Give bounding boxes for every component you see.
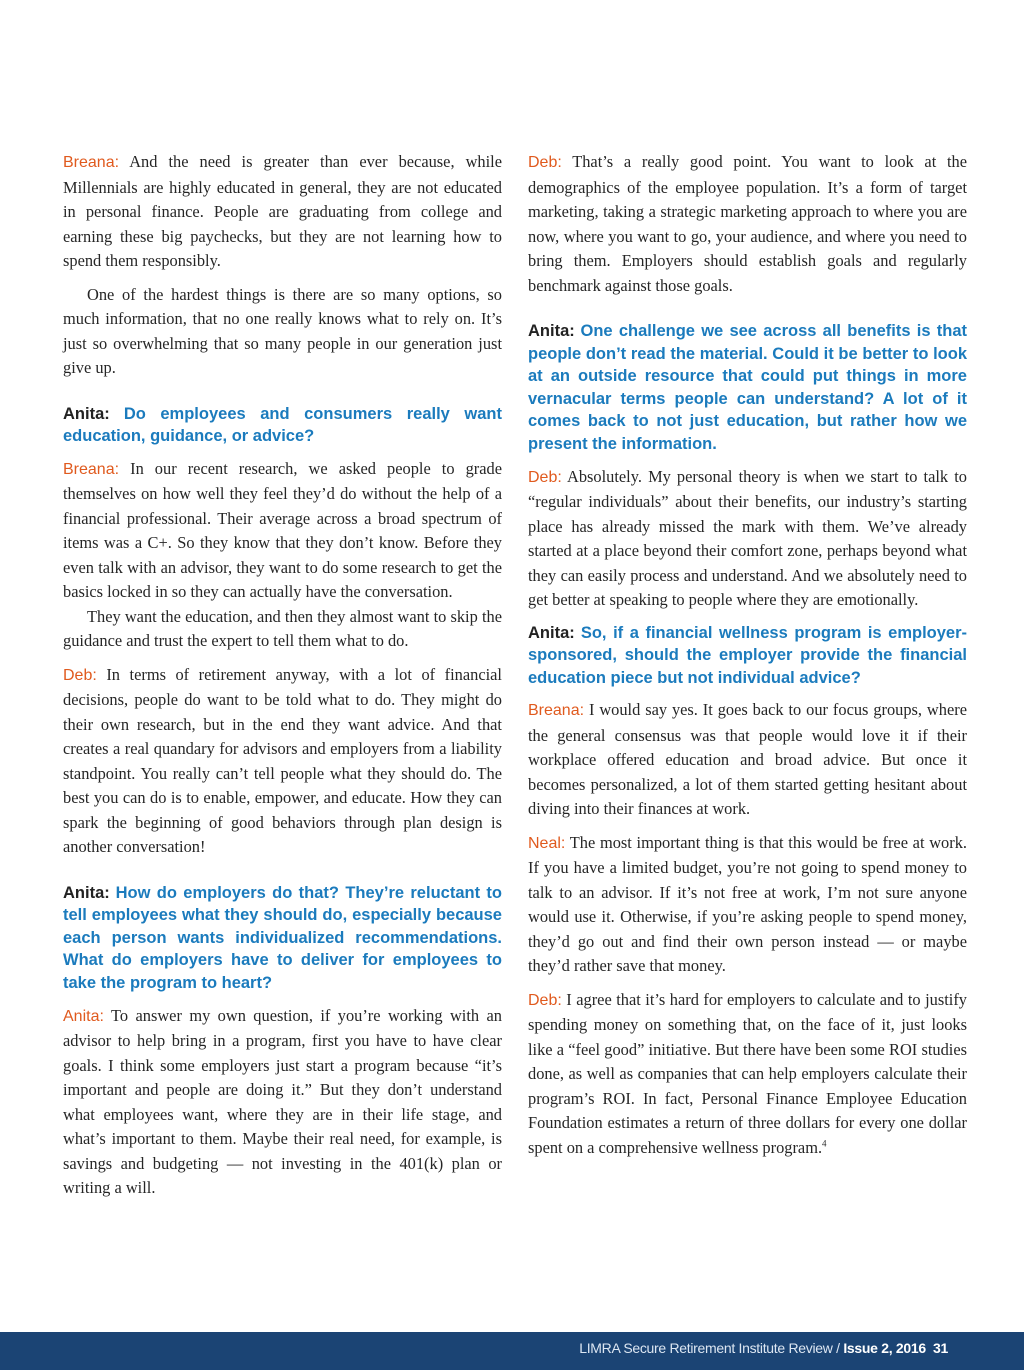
speaker-label: Breana: bbox=[528, 702, 585, 720]
question-text: One challenge we see across all benefits is that people don’t read the material. Could it be better to look at an outside resource that could put things in more vernacular terms people can understand? A lot of it comes back to not just education, but rather how we present the information. bbox=[528, 322, 967, 453]
footer-citation bbox=[579, 1340, 948, 1356]
paragraph-text: The most important thing is that this would be free at work. If you have a limited budget, you’re not going to spend money to talk to an advisor. If it’s not free at work, I’m not sure anyone would use it. Otherwise, if you’re asking people to spend money, they’d go out and find their own person instead — or maybe they’d rather save that money. bbox=[528, 832, 967, 976]
paragraph-text: In terms of retirement anyway, with a lot of financial decisions, people do want to be told what to do. They might do their own research, but in the end they want advice. And that creates a real quandary for advisors and employers from a liability standpoint. You really can’t tell people what they should do. The best you can do is to enable, empower, and educate. How they can spark the beginning of good behaviors through plan design is another conversation! bbox=[63, 664, 502, 857]
paragraph-text: They want the education, and then they almost want to skip the guidance and trust the expert to tell them what to do. bbox=[63, 606, 502, 651]
paragraph-deb-4 bbox=[528, 988, 967, 1161]
question-anita-1 bbox=[63, 403, 502, 448]
paragraph-deb-2 bbox=[528, 150, 967, 298]
right-column bbox=[528, 150, 967, 1160]
paragraph-neal-1 bbox=[528, 831, 967, 979]
speaker-label: Deb: bbox=[528, 154, 562, 171]
speaker-label: Breana: bbox=[63, 154, 120, 171]
speaker-label: Anita: bbox=[528, 623, 575, 642]
paragraph-breana-3 bbox=[63, 457, 502, 605]
page-footer bbox=[0, 1332, 1024, 1370]
paragraph-breana-1 bbox=[63, 150, 502, 274]
paragraph-text: I would say yes. It goes back to our focus groups, where the general consensus was that people would love it if their workplace offered education and broad advice. But once it becomes personalized, a lot of them started getting hesitant about diving into their finances at work. bbox=[528, 700, 967, 819]
paragraph-text: One of the hardest things is there are so many options, so much information, that no one really knows what to rely on. It’s just so overwhelming that so many people in our generation just give up. bbox=[63, 284, 502, 377]
paragraph-breana-5 bbox=[528, 698, 967, 822]
question-text: So, if a financial wellness program is employer-sponsored, should the employer provide the financial education piece but not individual advice? bbox=[528, 623, 968, 687]
question-text: Do employees and consumers really want education, guidance, or advice? bbox=[63, 404, 502, 446]
question-text: How do employers do that? They’re reluctant to tell employees what they should do, especially because each person wants individualized recommendations. What do employers have to deliver for employees to take the program to heart? bbox=[63, 883, 502, 993]
speaker-label: Deb: bbox=[528, 468, 562, 486]
speaker-label: Anita: bbox=[63, 1007, 104, 1025]
speaker-label: Anita: bbox=[528, 322, 575, 340]
question-anita-2 bbox=[63, 882, 502, 995]
paragraph-text: Absolutely. My personal theory is when we start to talk to “regular individuals” about their benefits, our industry’s starting place has already missed the mark with them. We’ve already started at a place beyond their comfort zone, perhaps beyond what they can easily process and understand. And we absolutely need to get better at speaking to people where they are emotionally. bbox=[528, 466, 967, 610]
speaker-label: Deb: bbox=[63, 666, 97, 684]
question-anita-3 bbox=[528, 320, 967, 456]
paragraph-text: I agree that it’s hard for employers to calculate and to justify spending money on something that, on the face of it, just looks like a “feel good” initiative. But there have been some ROI studies done, as well as companies that can help employers calculate their program’s ROI. In fact, Personal Finance Employee Education Foundation estimates a return of three dollars for every one dollar spent on a comprehensive wellness program. bbox=[528, 989, 967, 1157]
paragraph-text: That’s a really good point. You want to look at the demographics of the employee population. It’s a form of target marketing, taking a strategic marketing approach to where you are now, where you want to go, your audience, and where you need to bring them. Employers should establish goals and regularly benchmark against those goals. bbox=[528, 152, 967, 295]
paragraph-text: To answer my own question, if you’re working with an advisor to help bring in a program, first you have to have clear goals. I think some employers just start a program because “it’s important and people are doing it.” But they don’t understand what employees want, where they are in their life stage, and what’s important to them. Maybe their real need, for example, is savings and budgeting — not investing in the 401(k) plan or writing a will. bbox=[63, 1005, 502, 1198]
speaker-label: Breana: bbox=[63, 460, 120, 478]
speaker-label: Deb: bbox=[528, 991, 562, 1009]
paragraph-anita-answer bbox=[63, 1004, 502, 1201]
speaker-label: Anita: bbox=[63, 404, 110, 423]
issue-label: Issue 2, 2016 bbox=[843, 1340, 926, 1356]
page-number: 31 bbox=[933, 1340, 948, 1356]
footnote-marker: 4 bbox=[822, 1138, 827, 1149]
paragraph-deb-3 bbox=[528, 465, 967, 613]
speaker-label: Neal: bbox=[528, 834, 566, 852]
paragraph-text: In our recent research, we asked people to grade themselves on how well they feel they’d do without the help of a financial professional. Their average across a broad spectrum of items was a C+. So they know that they don’t know. Before they even talk with an advisor, they want to do some research to get the basics locked in so they can actually have the conversation. bbox=[63, 458, 502, 602]
publication-name: LIMRA Secure Retirement Institute Review / bbox=[579, 1340, 844, 1356]
question-anita-4 bbox=[528, 622, 967, 690]
paragraph-text: And the need is greater than ever because, while Millennials are highly educated in general, they are not educated in personal finance. People are graduating from college and earning these big paychecks, but they are not learning how to spend them responsibly. bbox=[63, 152, 503, 270]
left-column bbox=[63, 150, 502, 1201]
speaker-label: Anita: bbox=[63, 883, 110, 902]
paragraph-breana-4 bbox=[63, 605, 502, 654]
paragraph-breana-2 bbox=[63, 283, 502, 381]
paragraph-deb-1 bbox=[63, 663, 502, 860]
